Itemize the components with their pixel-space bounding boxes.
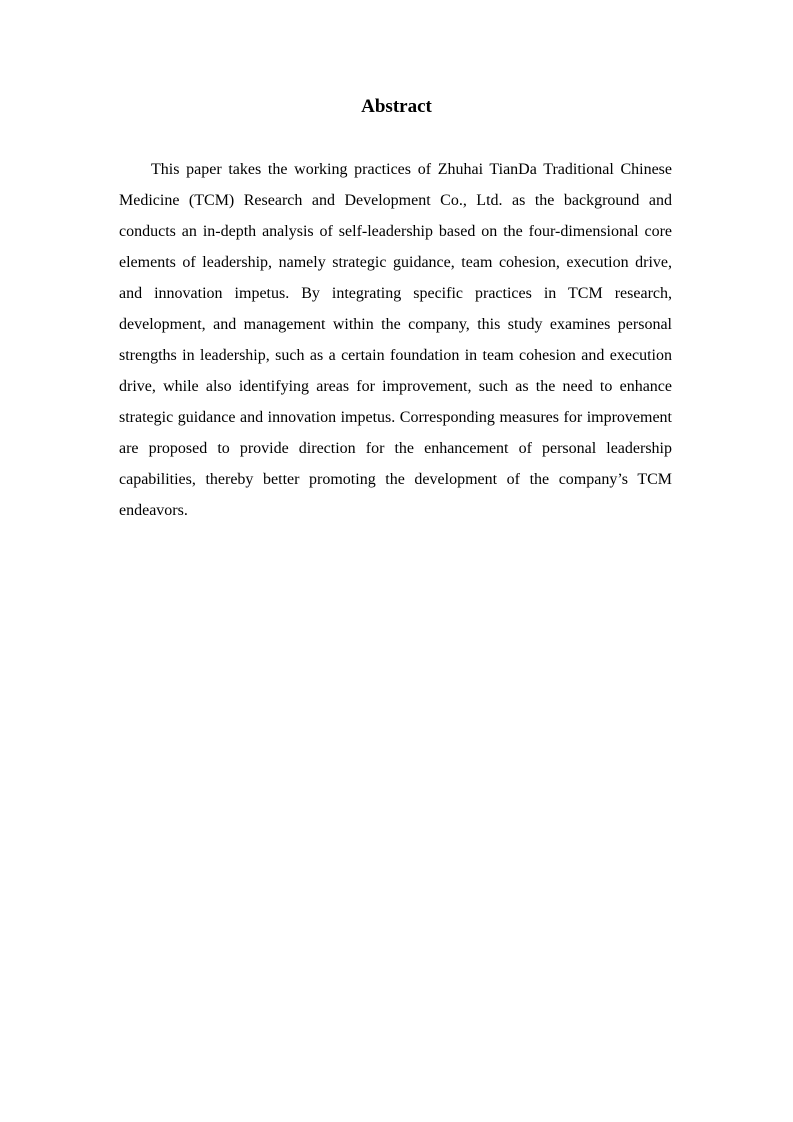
abstract-heading: Abstract: [361, 96, 432, 117]
abstract-paragraph: This paper takes the working practices of Zhuhai TianDa Traditional Chinese Medicine (TCM) Research and Development Co., Ltd. as the background and conducts an in-depth analysis of self-leadership based on the four-dimensional core elements of leadership, namely strategic guidance, team cohesion, execution drive, and innovation impetus. By integrating specific practices in TCM research, development, and management within the company, this study examines personal strengths in leadership, such as a certain foundation in team cohesion and execution drive, while also identifying areas for improvement, such as the need to enhance strategic guidance and innovation impetus. Corresponding measures for improvement are proposed to provide direction for the enhancement of personal leadership capabilities, thereby better promoting the development of the company’s TCM endeavors.: [119, 161, 672, 519]
